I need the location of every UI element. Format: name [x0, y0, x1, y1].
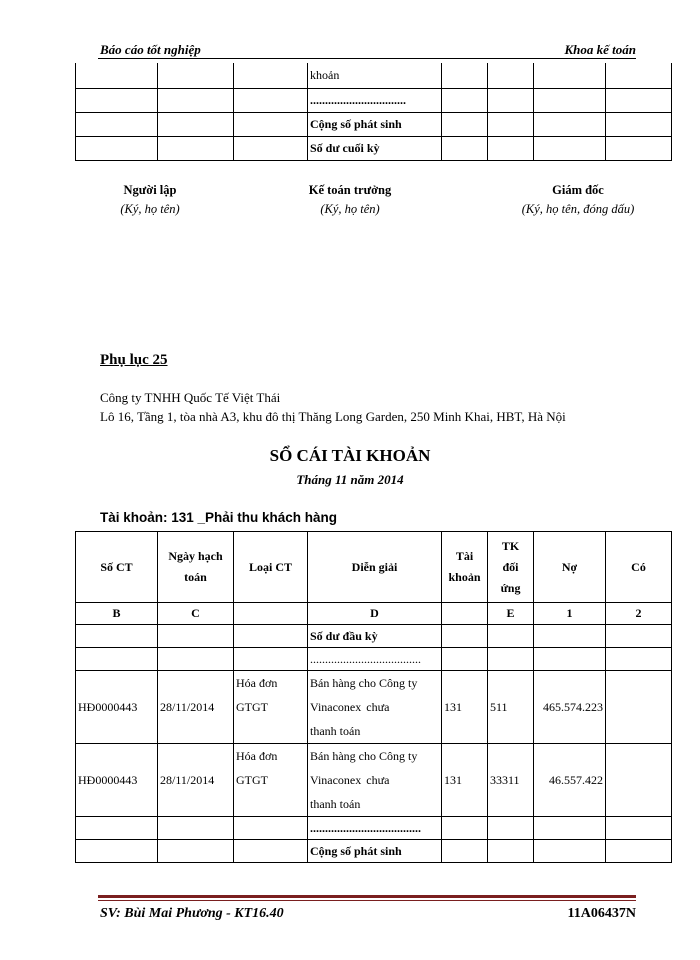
header-rule: [98, 58, 636, 59]
entry-so-ct: HĐ0000443: [76, 744, 158, 817]
column-letter: 1: [534, 603, 606, 625]
column-letter: E: [488, 603, 534, 625]
dots-cell: .....................................: [308, 817, 442, 840]
footer-student: [100, 906, 284, 922]
signature-preparer: [50, 181, 250, 219]
company-name: Công ty TNHH Quốc Tế Việt Thái: [100, 390, 281, 405]
table-row: [76, 113, 672, 137]
entry-type-line: GTGT: [236, 700, 268, 714]
header-left: Báo cáo tốt nghiệp: [100, 42, 201, 57]
dots-cell: .....................................: [308, 648, 442, 671]
entry-type-line: Hóa đơn: [236, 749, 278, 763]
entry-desc-line: thanh toán: [310, 724, 361, 738]
entry-contra-account: 511: [488, 671, 534, 744]
entry-date: 28/11/2014: [158, 671, 234, 744]
col-header-tk-doi-ung: [488, 532, 534, 603]
table-row: [76, 63, 672, 89]
header-right: Khoa kế toán: [564, 42, 636, 57]
signature-title: Giám đốc: [552, 183, 604, 197]
entry-description: [308, 671, 442, 744]
col-header-ngay: [158, 532, 234, 603]
ledger-title: SỔ CÁI TÀI KHOẢN: [269, 446, 431, 465]
appendix-heading: Phụ lục 25: [100, 352, 168, 368]
entry-type-line: Hóa đơn: [236, 676, 278, 690]
col-header-so-ct: Số CT: [76, 532, 158, 603]
entry-desc-line: Vinaconex chưa: [310, 700, 390, 714]
table-row: [76, 137, 672, 161]
opening-balance-label: Số dư đầu kỳ: [308, 625, 442, 648]
ledger-period: Tháng 11 năm 2014: [296, 472, 404, 487]
ledger-table: [75, 531, 672, 863]
entry-account: 131: [442, 744, 488, 817]
entry-description: [308, 744, 442, 817]
signature-note: (Ký, họ tên): [120, 202, 180, 216]
entry-contra-account: 33311: [488, 744, 534, 817]
col-header-tai-khoan: [442, 532, 488, 603]
total-label: Cộng số phát sinh: [308, 840, 442, 863]
col-header-dien-giai: Diễn giải: [308, 532, 442, 603]
footer-student-id: 11A06437N: [567, 906, 636, 921]
signature-note: (Ký, họ tên, đóng dấu): [521, 202, 635, 216]
entry-debit: 465.574.223: [534, 671, 606, 744]
footer-rule-thick: [98, 895, 636, 898]
column-letter: [442, 603, 488, 625]
entry-type: [234, 744, 308, 817]
closing-balance-label: Số dư cuối kỳ: [308, 137, 442, 161]
header-line: đối: [502, 559, 519, 574]
signature-chief-accountant: [250, 181, 450, 219]
company-info: [100, 388, 566, 426]
account-label: Tài khoản: 131 _Phải thu khách hàng: [100, 510, 338, 525]
header-line: ứng: [500, 580, 521, 595]
entry-desc-line: Bán hàng cho Công ty: [310, 749, 418, 763]
table-row: [76, 671, 672, 744]
footer-rule-thin: [98, 900, 636, 901]
entry-desc-line: Bán hàng cho Công ty: [310, 676, 418, 690]
entry-type: [234, 671, 308, 744]
col-header-co: Có: [606, 532, 672, 603]
table-row: [76, 817, 672, 840]
column-letter-row: [76, 603, 672, 625]
entry-account: 131: [442, 671, 488, 744]
header-line: Tài: [455, 549, 474, 563]
footer-student-name: : Bùi Mai Phương - KT16.40: [116, 906, 284, 921]
header-line: khoản: [448, 570, 481, 584]
entry-type-line: GTGT: [236, 773, 268, 787]
total-label: Cộng số phát sinh: [308, 113, 442, 137]
entry-date: 28/11/2014: [158, 744, 234, 817]
header-line: TK: [501, 538, 520, 553]
col-header-loai-ct: Loại CT: [234, 532, 308, 603]
header-line: Ngày hạch: [168, 549, 223, 563]
column-letter: D: [308, 603, 442, 625]
entry-so-ct: HĐ0000443: [76, 671, 158, 744]
col-header-no: Nợ: [534, 532, 606, 603]
footer-prefix: SV: [100, 906, 117, 921]
table-row: [76, 840, 672, 863]
column-letter: [234, 603, 308, 625]
ledger-table-continued: [75, 63, 672, 161]
entry-debit: 46.557.422: [534, 744, 606, 817]
table-header-row: [76, 532, 672, 603]
signature-title: Người lập: [123, 183, 177, 197]
entry-credit: [606, 671, 672, 744]
signature-title: Kế toán trưởng: [308, 183, 392, 197]
desc-cell: khoản: [308, 63, 442, 89]
column-letter: B: [76, 603, 158, 625]
entry-desc-line: thanh toán: [310, 797, 361, 811]
signature-director: [478, 181, 678, 219]
table-row: [76, 744, 672, 817]
signature-note: (Ký, họ tên): [320, 202, 380, 216]
column-letter: C: [158, 603, 234, 625]
company-address: Lô 16, Tầng 1, tòa nhà A3, khu đô thị Thăng Long Garden, 250 Minh Khai, HBT, Hà Nội: [100, 409, 566, 424]
table-row: [76, 89, 672, 113]
desc-cell: ................................: [308, 89, 442, 113]
column-letter: 2: [606, 603, 672, 625]
entry-desc-line: Vinaconex chưa: [310, 773, 390, 787]
table-row: [76, 625, 672, 648]
entry-credit: [606, 744, 672, 817]
table-row: [76, 648, 672, 671]
header-line: toán: [184, 570, 207, 584]
